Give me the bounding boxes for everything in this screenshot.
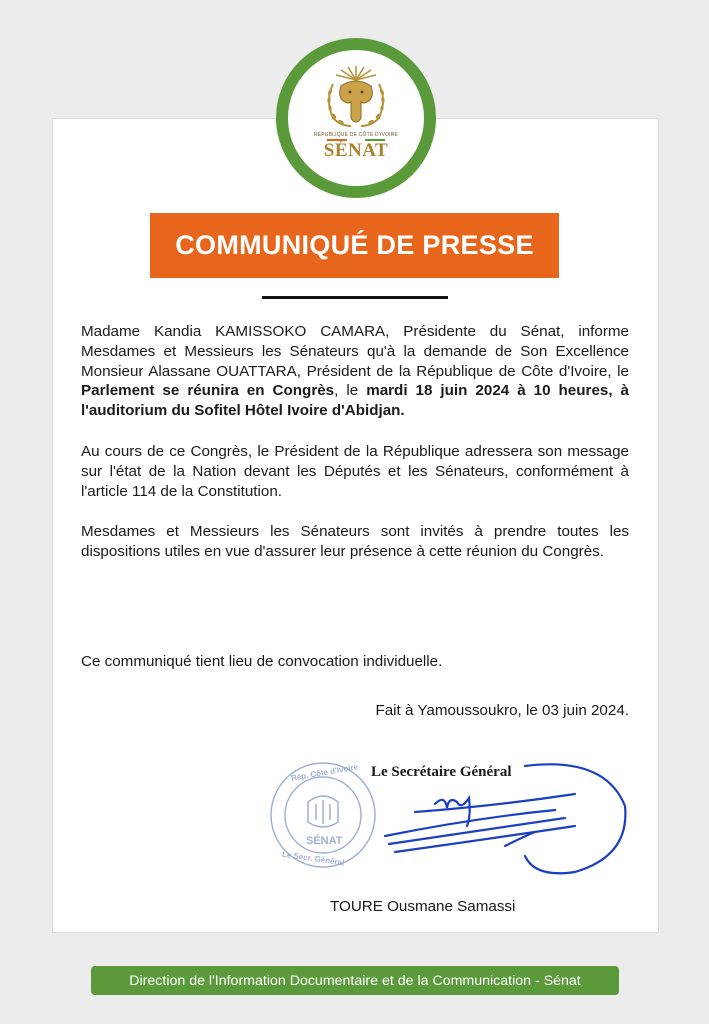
svg-text:SÉNAT: SÉNAT [306,835,343,847]
svg-text:Le Secr. Général: Le Secr. Général [281,849,345,868]
senate-stamp-icon [258,760,388,870]
signature-title: Le Secrétaire Général [371,764,512,780]
paragraph-1-bold-congress: Parlement se réunira en Congrès [81,382,335,400]
paragraph-1-bold-date: mardi 18 juin 2024 à 10 heures, à l'auditorium du Sofitel Hôtel Ivoire d'Abidjan. [81,382,630,420]
paragraph-2: Au cours de ce Congrès, le Président de la République adressera son message sur l'état de la Nation devant les Députés et les Sénateurs, conformément à l'article 114 de la Constitution. [81,442,629,500]
paragraph-1-sep: , le [334,382,367,400]
divider-rule [262,296,448,299]
press-release-banner: COMMUNIQUÉ DE PRESSE [150,213,559,278]
date-line: Fait à Yamoussoukro, le 03 juin 2024. [375,702,629,719]
signer-name: TOURE Ousmane Samassi [330,898,516,915]
logo-country-text: RÉPUBLIQUE DE CÔTE D'IVOIRE [313,132,399,138]
closing-line: Ce communiqué tient lieu de convocation individuelle. [81,653,443,670]
body-text [81,322,629,583]
footer-bar: Direction de l'Information Documentaire et de la Communication - Sénat [91,966,619,995]
logo-inner [288,50,424,186]
logo-name: SÉNAT [323,140,389,161]
paragraph-3: Mesdames et Messieurs les Sénateurs sont invités à prendre toutes les dispositions utiles en vue d'assurer leur présence à cette réunion du Congrès. [81,523,629,561]
senat-logo [276,38,436,198]
elephant-emblem-icon [319,64,393,130]
paragraph-1-intro: Madame Kandia KAMISSOKO CAMARA, Présidente du Sénat, informe Mesdames et Messieurs les Sénateurs qu'à la demande de Son Excellence Monsieur Alassane OUATTARA, Président de la République de Côte d'Ivoire, le [81,323,629,380]
paragraph-1 [81,322,629,421]
svg-text:Rép. Côte d'Ivoire: Rép. Côte d'Ivoire [290,762,359,783]
